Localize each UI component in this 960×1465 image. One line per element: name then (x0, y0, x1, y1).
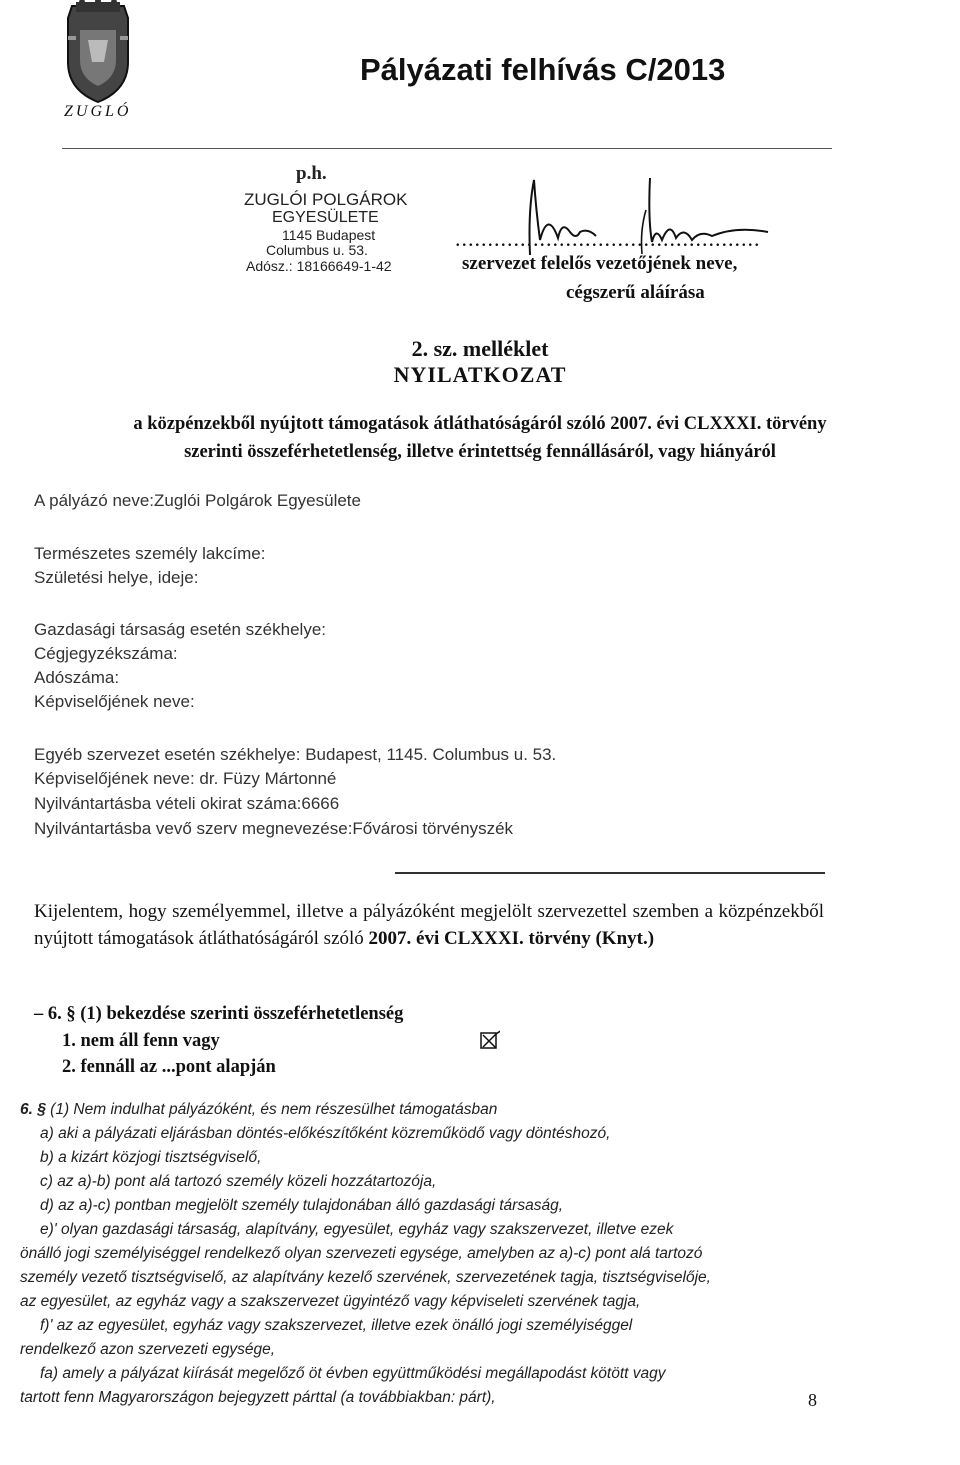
option-not-applicable: 1. nem áll fenn vagy (62, 1031, 220, 1051)
law-item: f)' az az egyesület, egyház vagy szakszervezet, illetve ezek önálló jogi személyiséggel (40, 1317, 633, 1334)
law-excerpt (20, 1098, 815, 1410)
law-item: az egyesület, az egyház vagy a szakszervezet ügyintéző vagy képviseleti szervének tagja, (20, 1293, 641, 1310)
coat-of-arms-logo (58, 0, 138, 105)
section-divider (395, 872, 825, 874)
law-item: e)' olyan gazdasági társaság, alapítvány, egyesület, egyház vagy szakszervezet, illetve ezek (40, 1221, 674, 1238)
registry-document-number: Nyilvántartásba vételi okirat száma:6666 (34, 794, 340, 813)
company-seat: Gazdasági társaság esetén székhelye: (34, 620, 327, 639)
law-item: c) az a)-b) pont alá tartozó személy közeli hozzátartozója, (40, 1173, 437, 1190)
natural-person-address: Természetes személy lakcíme: (34, 544, 266, 563)
stamp-line: EGYESÜLETE (272, 209, 379, 226)
law-item: fa) amely a pályázat kiírását megelőző öt évben együttműködési megállapodást kötött vagy (40, 1365, 666, 1382)
conflict-section: – 6. § (1) bekezdése szerinti összeférhetetlenség (34, 1004, 404, 1024)
declaration-law-ref: 2007. évi CLXXXI. törvény (Knyt.) (368, 928, 655, 949)
logo-wordmark: ZUGLÓ (64, 103, 132, 120)
law-paragraph-sign: 6. § (20, 1101, 46, 1118)
annex-number: 2. sz. melléklet (411, 336, 549, 361)
law-item: személy vezető tisztségviselő, az alapítvány kezelő szervének, szervezetének tagja, tisztségviselője, (20, 1269, 711, 1286)
handwritten-signature (500, 170, 800, 260)
registry-authority: Nyilvántartásba vevő szerv megnevezése:Fővárosi törvényszék (34, 819, 514, 838)
tax-number: Adószáma: (34, 668, 120, 687)
stamp-line: ZUGLÓI POLGÁROK (244, 190, 408, 209)
declaration-paragraph (34, 898, 824, 952)
stamp-line: Columbus u. 53. (266, 242, 368, 258)
declaration-subtitle: a közpénzekből nyújtott támogatások átláthatóságáról szóló 2007. évi CLXXXI. törvény (133, 414, 827, 434)
law-intro-text: (1) Nem indulhat pályázóként, és nem részesülhet támogatásban (50, 1101, 498, 1118)
law-item: rendelkező azon szervezeti egysége, (20, 1341, 276, 1358)
other-org-representative: Képviselőjének neve: dr. Füzy Mártonné (34, 769, 337, 788)
law-item: tartott fenn Magyarországon bejegyzett párttal (a továbbiakban: párt), (20, 1389, 496, 1406)
law-item: b) a kizárt közjogi tisztségviselő, (40, 1149, 262, 1166)
stamp-line: Adósz.: 18166649-1-42 (246, 258, 392, 274)
representative-name: Képviselőjének neve: (34, 692, 195, 711)
signature-line: ............................................... (455, 226, 761, 251)
page-title: Pályázati felhívás C/2013 (360, 52, 726, 87)
stamp-ph: p.h. (296, 163, 327, 184)
other-org-seat: Egyéb szervezet esetén székhelye: Budapest, 1145. Columbus u. 53. (34, 745, 557, 764)
law-item: d) az a)-c) pontban megjelölt személy tulajdonában álló gazdasági társaság, (40, 1197, 563, 1214)
birth-place-date: Születési helye, ideje: (34, 568, 199, 587)
declaration-text: Kijelentem, hogy személyemmel, illetve a pályázóként megjelölt szervezettel szemben a közpénzekből nyújtott támogatások átláthatóságáról szóló (34, 901, 824, 949)
law-intro (20, 1098, 815, 1122)
header-divider (62, 148, 832, 149)
signature-caption: cégszerű aláírása (566, 282, 705, 303)
signature-caption: szervezet felelős vezetőjének neve, (462, 253, 738, 274)
declaration-title: NYILATKOZAT (393, 362, 567, 387)
stamp-line: 1145 Budapest (282, 227, 376, 243)
law-item: a) aki a pályázati eljárásban döntés-előkészítőként közreműködő vagy döntéshozó, (40, 1125, 611, 1142)
checked-box-icon[interactable] (480, 1030, 500, 1050)
law-item: önálló jogi személyiséggel rendelkező olyan szervezeti egysége, amelyben az a)-c) pont alá tartozó (20, 1245, 703, 1262)
applicant-name: A pályázó neve:Zuglói Polgárok Egyesülete (34, 491, 361, 510)
page-number: 8 (808, 1390, 817, 1410)
registration-number: Cégjegyzékszáma: (34, 644, 178, 663)
declaration-subtitle: szerinti összeférhetetlenség, illetve érintettség fennállásáról, vagy hiányáról (184, 442, 776, 462)
option-applicable: 2. fennáll az ...pont alapján (62, 1057, 276, 1077)
